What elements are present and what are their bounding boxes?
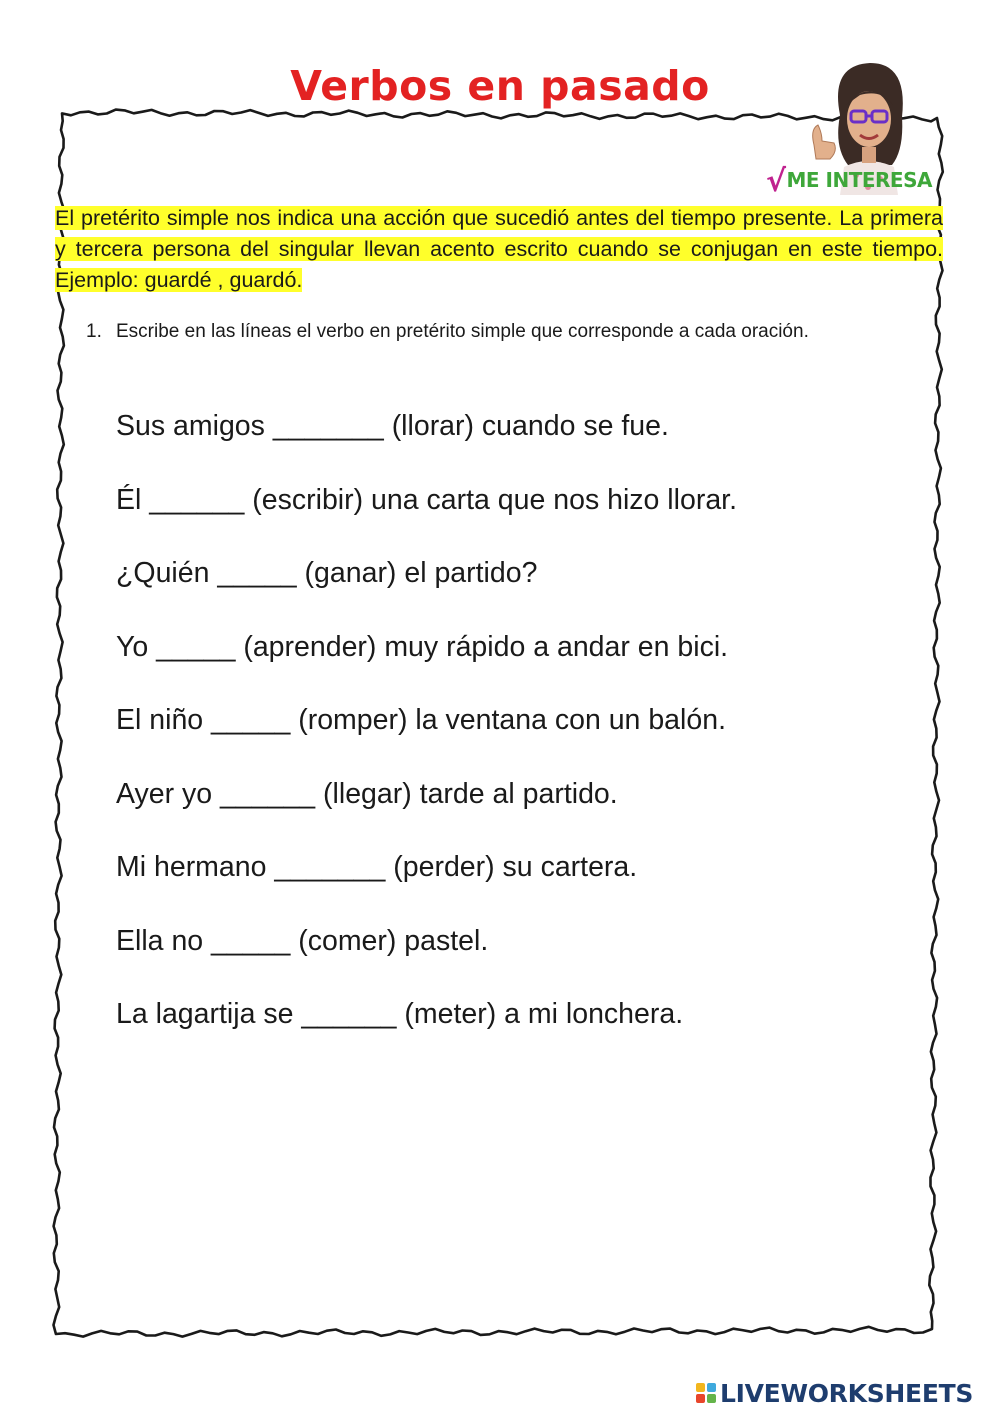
checkmark-icon: √ — [766, 164, 786, 199]
intro-paragraph — [55, 203, 943, 296]
sentence-item: Mi hermano _______ (perder) su cartera. — [116, 851, 638, 883]
sentence-item: Ayer yo ______ (llegar) tarde al partido. — [116, 777, 618, 810]
liveworksheets-logo-icon — [696, 1383, 716, 1403]
highlighted-intro-text: El pretérito simple nos indica una acción que sucedió antes del tiempo presente. La primera y tercera persona del singular llevan acento escrito cuando se conjugan en este tiempo. Ejemplo: guardé , guardó. — [55, 206, 943, 292]
sentence-item: Ella no _____ (comer) pastel. — [116, 924, 489, 957]
me-interesa-badge — [766, 164, 932, 200]
instruction — [86, 318, 906, 346]
sentence-list — [116, 404, 916, 1066]
sentence-item: Él ______ (escribir) una carta que nos hizo llorar. — [116, 483, 738, 516]
liveworksheets-logo[interactable] — [696, 1376, 973, 1410]
instruction-number: 1. — [86, 321, 102, 342]
sentence-item: ¿Quién _____ (ganar) el partido? — [116, 557, 538, 589]
instruction-text: Escribe en las líneas el verbo en pretérito simple que corresponde a cada oración. — [116, 321, 809, 342]
sentence-item: Yo _____ (aprender) muy rápido a andar en bici. — [116, 630, 729, 663]
logo-text: LIVEWORKSHEETS — [720, 1378, 974, 1408]
sentence-item: El niño _____ (romper) la ventana con un balón. — [116, 704, 726, 736]
sentence-item: La lagartija se ______ (meter) a mi lonchera. — [116, 998, 684, 1030]
worksheet-title: Verbos en pasado — [290, 62, 710, 110]
badge-label: ME INTERESA — [786, 168, 932, 192]
sentence-item: Sus amigos _______ (llorar) cuando se fue. — [116, 410, 669, 442]
